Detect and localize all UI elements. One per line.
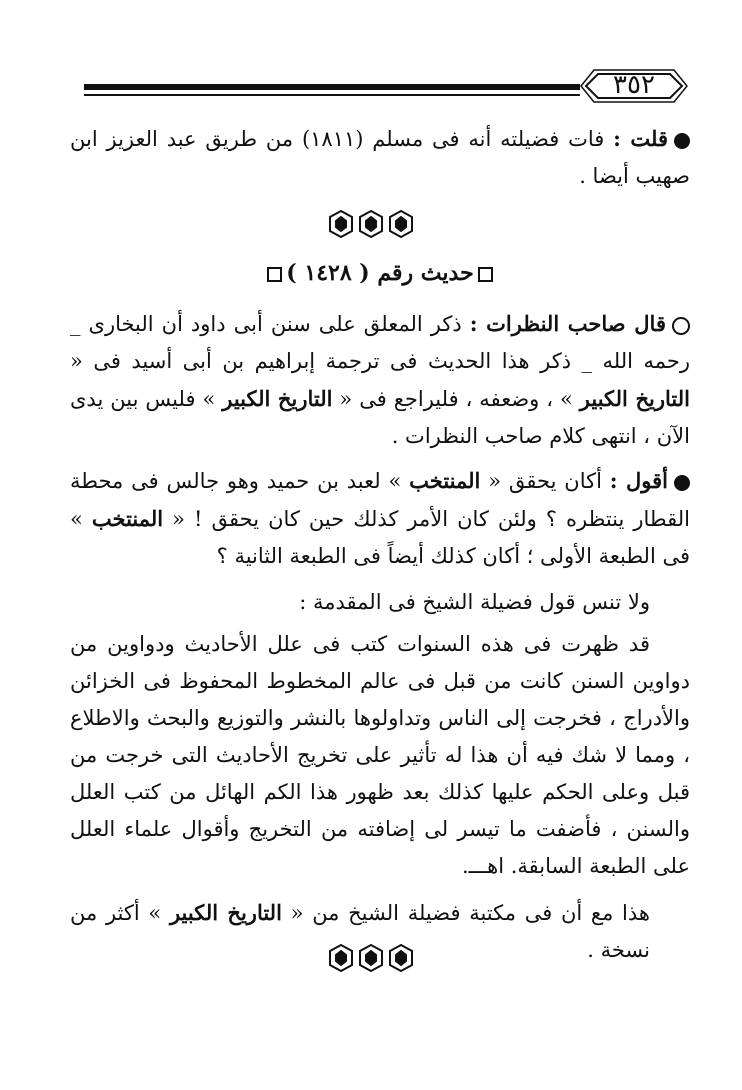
- closing-text-1: هذا مع أن فى مكتبة فضيلة الشيخ من «: [281, 901, 650, 925]
- bullet-icon: [674, 133, 690, 149]
- qala-book-1: التاريخ الكبير: [579, 386, 690, 411]
- hadith-heading: [70, 255, 690, 291]
- header-rule: [84, 84, 580, 90]
- ring-bullet-icon: [672, 317, 690, 335]
- aqul-text-1: أكان يحقق «: [480, 469, 610, 493]
- header-rule-thin: [84, 94, 580, 96]
- aqul-paragraph: [70, 462, 690, 575]
- bullet-icon: [674, 475, 690, 491]
- note-text: فات فضيلته أنه فى مسلم (١٨١١) من طريق عبد العزيز ابن صهيب أيضا .: [70, 127, 690, 188]
- page-number-frame: [580, 66, 688, 106]
- qala-text-1: ذكر المعلق على سنن أبى داود أن البخارى _ رحمه الله _ ذكر هذا الحديث فى ترجمة إبراهيم بن أبى أسيد فى «: [70, 312, 690, 373]
- closing-book: التاريخ الكبير: [169, 900, 282, 925]
- qala-paragraph: [70, 305, 690, 455]
- qala-book-2: التاريخ الكبير: [222, 386, 333, 411]
- qala-text-3: » فليس بين يدى الآن ، انتهى كلام صاحب النظرات .: [70, 387, 690, 448]
- qala-text-2: » ، وضعفه ، فليراجع فى «: [332, 387, 580, 411]
- quote-paragraph: [70, 626, 690, 885]
- page-number: ٣٥٢: [613, 70, 655, 100]
- hadith-heading-text: حديث رقم ( ١٤٢٨ ): [286, 260, 474, 286]
- box-mark-icon: [267, 267, 282, 282]
- aqul-text-2: » لعبد بن حميد وهو جالس فى محطة القطار ينتظره ؟ ولئن كان الأمر كذلك حين كان يحقق ! «: [70, 469, 690, 531]
- aqul-book-2: المنتخب: [91, 506, 164, 531]
- aqul-book-1: المنتخب: [409, 468, 481, 493]
- intro-line-text: ولا تنس قول فضيلة الشيخ فى المقدمة :: [299, 590, 650, 614]
- box-mark-icon: [478, 267, 493, 282]
- closing-text-2: » أكثر من نسخة .: [70, 901, 650, 962]
- qala-label: قال صاحب النظرات :: [469, 311, 666, 336]
- ornament-divider: [0, 942, 742, 978]
- quote-text: قد ظهرت فى هذه السنوات كتب فى علل الأحاديث ودواوين من دواوين السنن كانت من قبل فى عالم المخطوط المحفوظ فى الخزائن والأدراج ، فخرجت إلى الناس وتداولوها بالنشر والتوزيع والبحث والاطلاع ، ومما لا شك فيه أن هذا له تأثير على تخريج الأحاديث التى خرجت من قبل وعلى الحكم عليها كذلك بعد ظهور هذا الكم الهائل من كتب العلل والسنن ، فأضفت ما تيسر لى إضافته من التخريج وأقوال علماء العلل على الطبعة السابقة. اهـــ.: [70, 632, 690, 878]
- note-label: قلت :: [613, 126, 668, 151]
- intro-line: [70, 584, 690, 621]
- ornament-divider: [0, 208, 742, 244]
- aqul-text-3: » فى الطبعة الأولى ؛ أكان كذلك أيضاً فى الطبعة الثانية ؟: [70, 507, 690, 568]
- note-paragraph: [70, 120, 690, 195]
- aqul-label: أقول :: [609, 468, 668, 493]
